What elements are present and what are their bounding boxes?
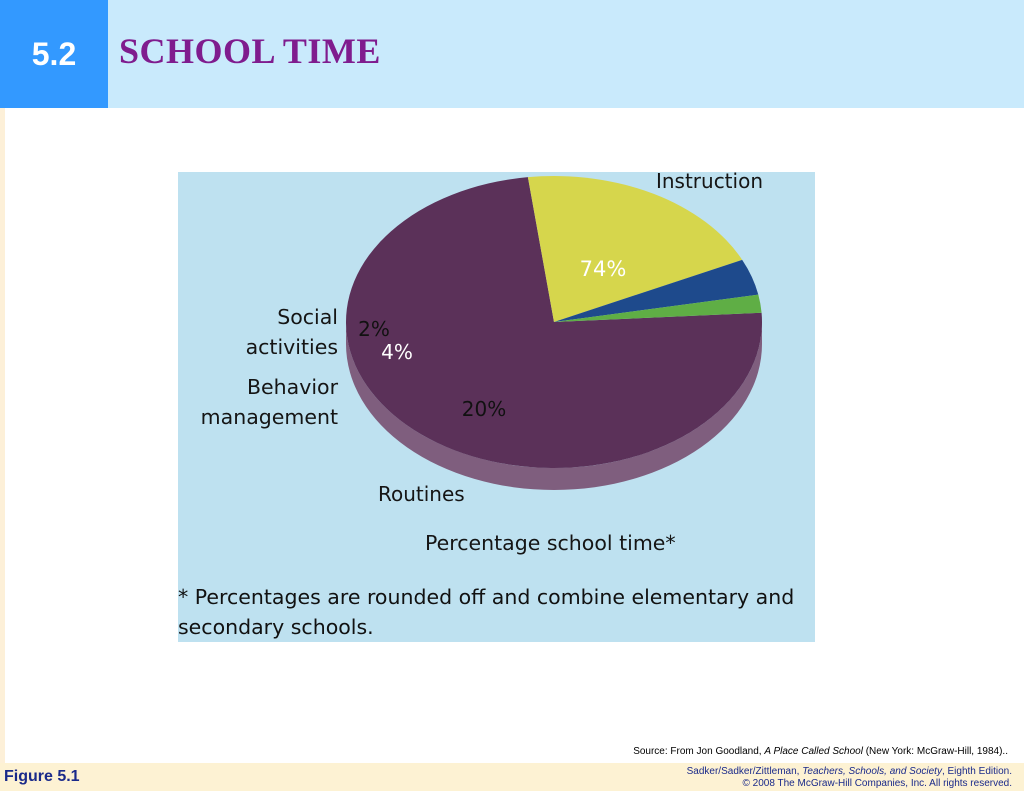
- pie-tops: [346, 176, 762, 468]
- credits-line: [687, 766, 1012, 778]
- credits-authors: Sadker/Sadker/Zittleman,: [686, 766, 803, 777]
- slide-title: SCHOOL TIME: [119, 31, 381, 71]
- slice-label-social-line2: activities: [245, 335, 338, 359]
- figure-label: Figure 5.1: [4, 768, 80, 785]
- chart-footnote: [178, 582, 815, 642]
- credits-book-title: Teachers, Schools, and Society: [802, 766, 942, 777]
- slice-value-behavior: 4%: [381, 340, 413, 364]
- source-book-title: A Place Called School: [764, 746, 863, 757]
- slice-value-social: 2%: [358, 317, 390, 341]
- footnote-line: * Percentages are rounded off and combine elementary and: [178, 585, 795, 609]
- slice-value-instruction: 74%: [579, 257, 627, 281]
- pie-chart: [178, 172, 815, 642]
- source-suffix: (New York: McGraw-Hill, 1984)..: [862, 746, 1008, 757]
- chart-title: Percentage school time*: [425, 531, 676, 555]
- slice-label-instruction: Instruction: [655, 172, 763, 193]
- source-prefix: Source: From Jon Goodland,: [633, 746, 765, 757]
- slice-label-behavior-line2: management: [200, 405, 338, 429]
- copyright-line: © 2008 The McGraw-Hill Companies, Inc. All rights reserved.: [742, 778, 1012, 789]
- slice-label-routines: Routines: [378, 482, 465, 506]
- slice-value-routines: 20%: [461, 397, 507, 421]
- footer-band: [0, 763, 1024, 791]
- pie-chart-panel: [178, 172, 815, 642]
- slice-label-social-line1: Social: [277, 305, 338, 329]
- slice-label-behavior-line1: Behavior: [246, 375, 338, 399]
- left-margin-rule: [0, 108, 5, 763]
- section-number-badge: 5.2: [0, 0, 108, 108]
- footnote-line: secondary schools.: [178, 615, 374, 639]
- source-citation: [633, 746, 1008, 757]
- credits-edition: , Eighth Edition.: [941, 766, 1012, 777]
- footer-credits: [687, 766, 1012, 790]
